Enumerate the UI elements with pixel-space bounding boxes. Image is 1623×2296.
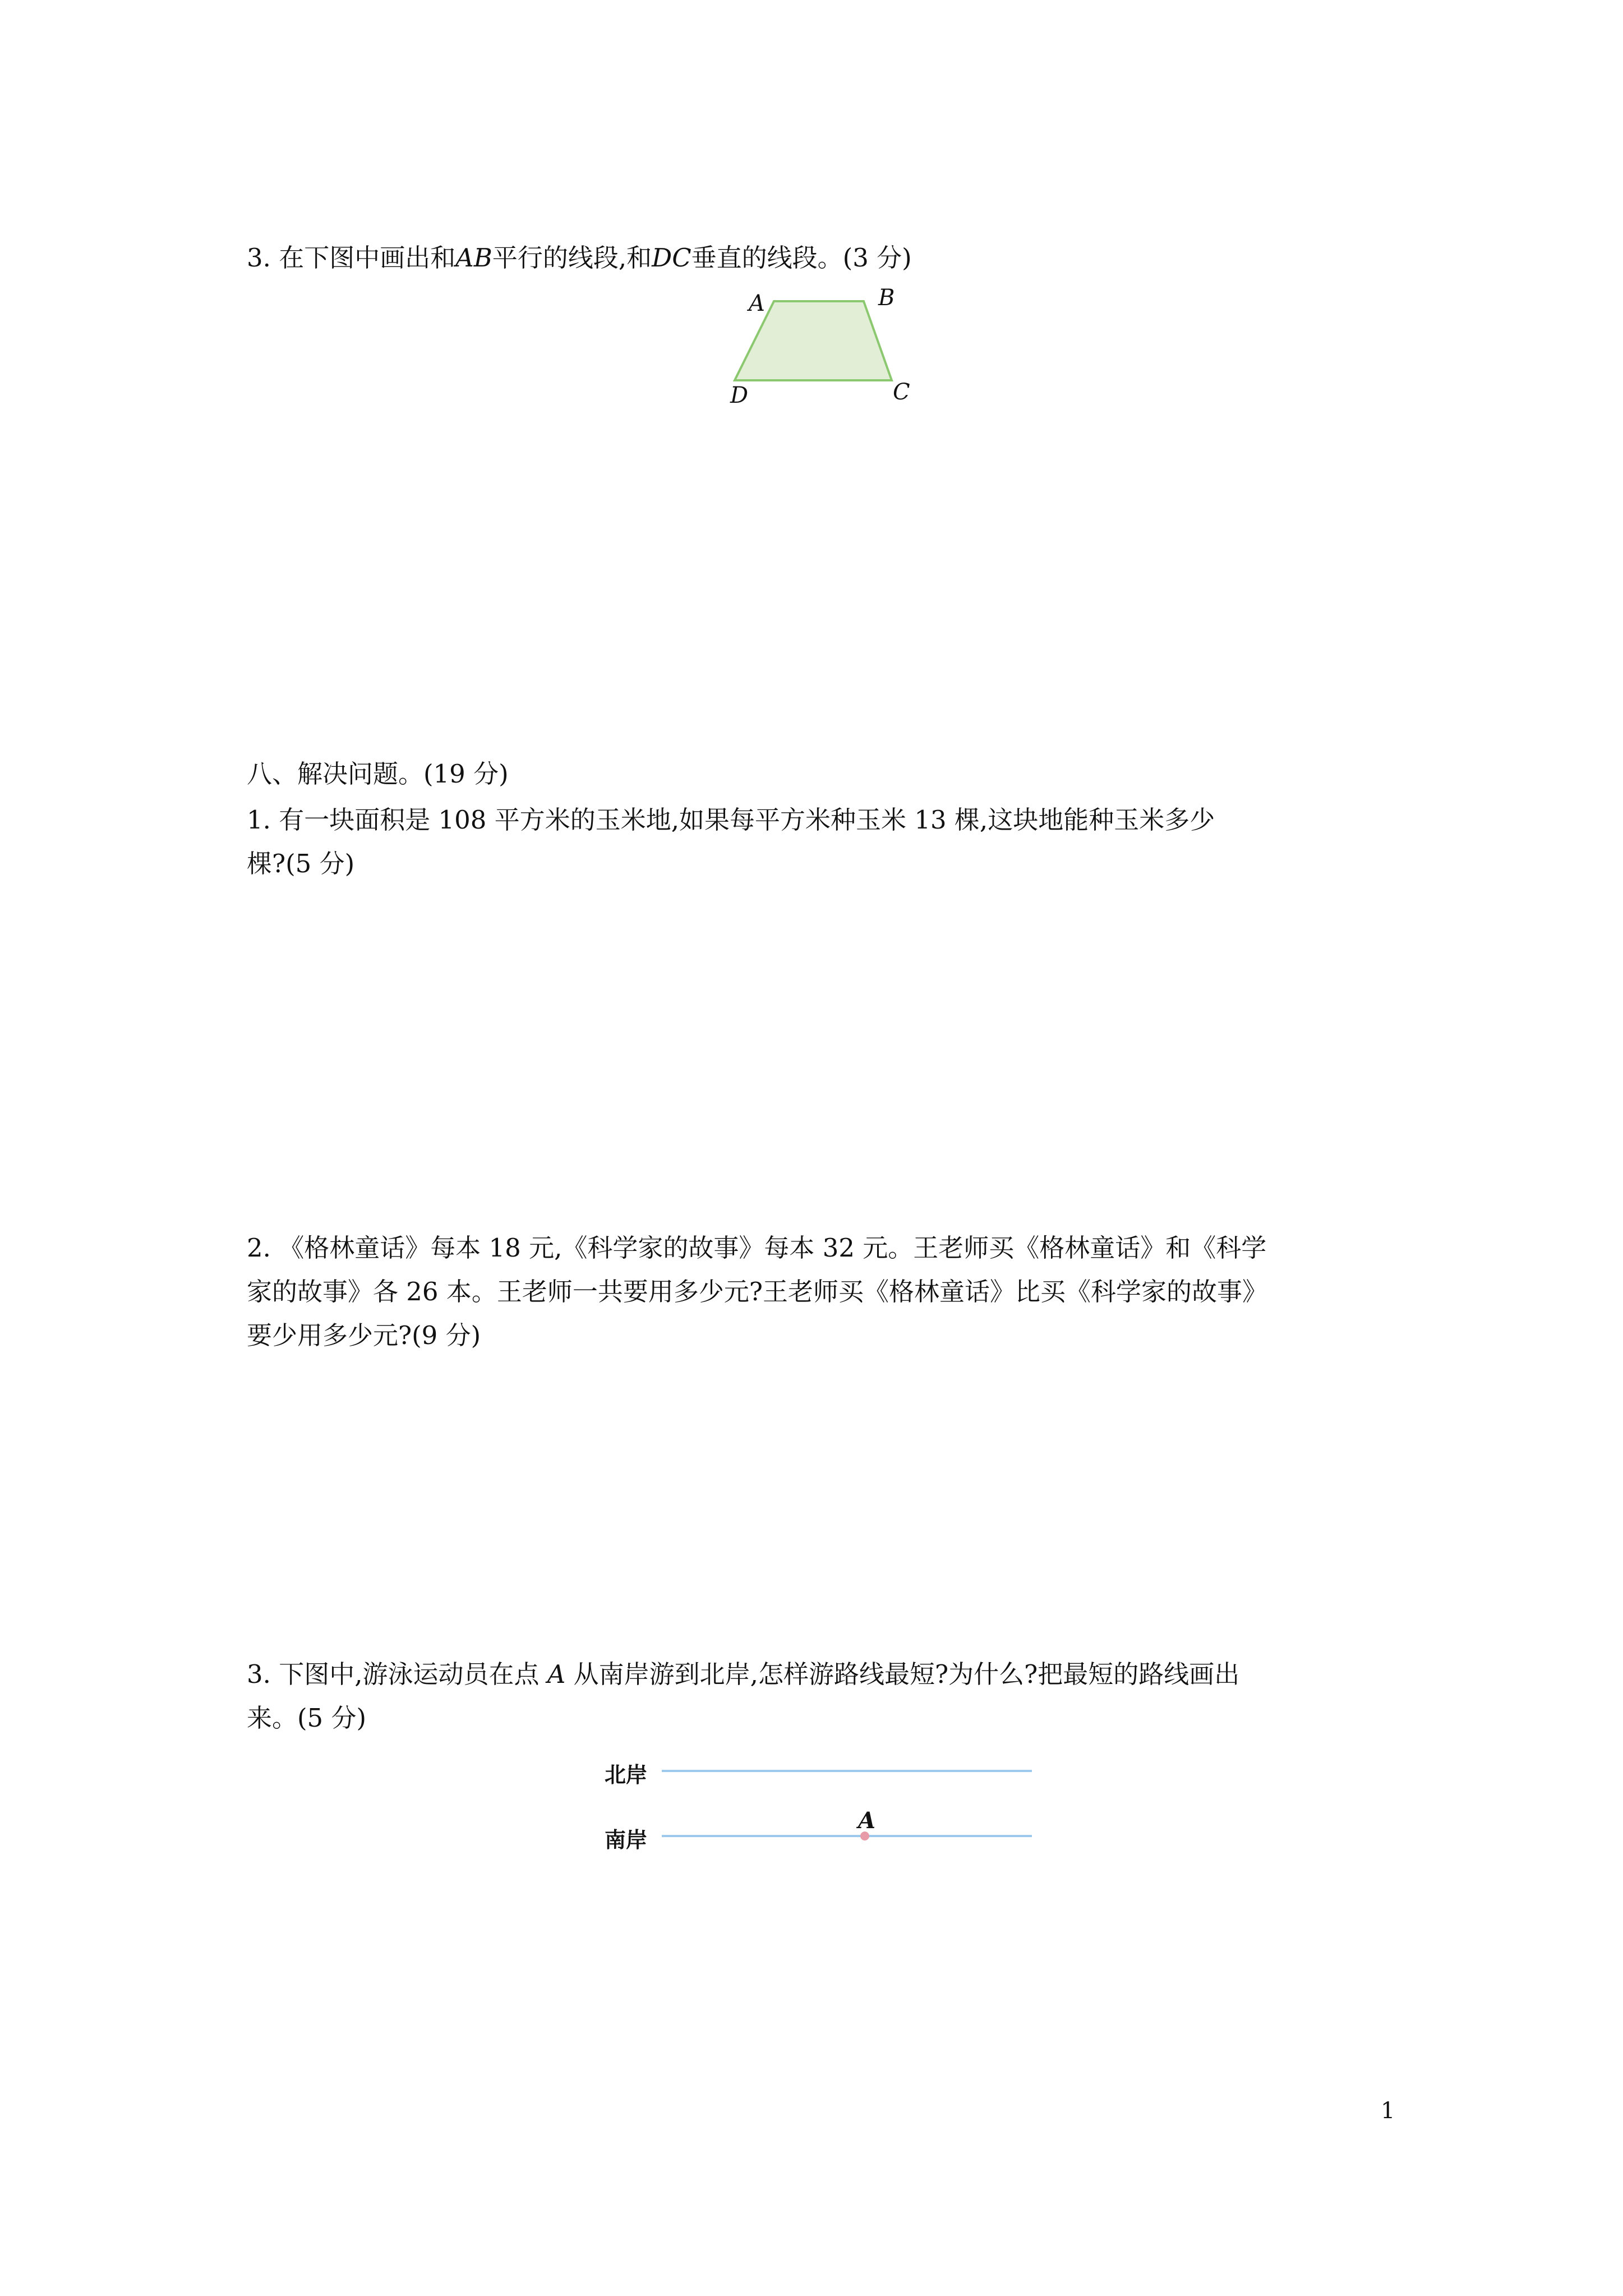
question-8-2-line3: 要少用多少元?(9 分)	[247, 1320, 481, 1350]
question-8-3-line2: 来。(5 分)	[247, 1703, 367, 1733]
river-banks-drawing	[662, 1756, 1043, 1846]
question-text: 垂直的线段。(3 分)	[691, 243, 912, 273]
question-8-1-line1: 1. 有一块面积是 108 平方米的玉米地,如果每平方米种玉米 13 棵,这块地能种玉米多少	[247, 805, 1215, 835]
question-8-2-line2: 家的故事》各 26 本。王老师一共要用多少元?王老师买《格林童话》比买《科学家的故事》	[247, 1277, 1267, 1306]
question-7-3	[247, 241, 912, 275]
north-bank-label: 北岸	[605, 1763, 648, 1787]
question-8-3-line1	[247, 1658, 1239, 1691]
question-text: 从南岸游到北岸,怎样游路线最短?为什么?把最短的路线画出	[573, 1659, 1240, 1689]
section-8-title: 八、解决问题。(19 分)	[247, 759, 509, 789]
page-number: 1	[1381, 2098, 1395, 2124]
vertex-label-b: B	[878, 285, 895, 311]
question-number: 3.	[247, 243, 271, 273]
bank-point-a-label: A	[858, 1807, 876, 1834]
segment-ab-label: AB	[455, 243, 492, 273]
vertex-label-a: A	[749, 291, 765, 316]
question-text: 平行的线段,和	[492, 243, 652, 273]
question-text: 在下图中画出和	[279, 243, 456, 273]
segment-dc-label: DC	[652, 243, 691, 273]
south-bank-label: 南岸	[605, 1828, 648, 1852]
question-8-2-line1: 2. 《格林童话》每本 18 元,《科学家的故事》每本 32 元。王老师买《格林童话》和《科学	[247, 1233, 1267, 1263]
point-a-label: A	[547, 1659, 566, 1689]
vertex-label-d: D	[730, 383, 749, 408]
question-8-1-line2: 棵?(5 分)	[247, 849, 355, 878]
vertex-label-c: C	[893, 379, 910, 405]
river-banks-figure	[662, 1756, 1043, 1846]
question-text: 3. 下图中,游泳运动员在点	[247, 1659, 540, 1689]
